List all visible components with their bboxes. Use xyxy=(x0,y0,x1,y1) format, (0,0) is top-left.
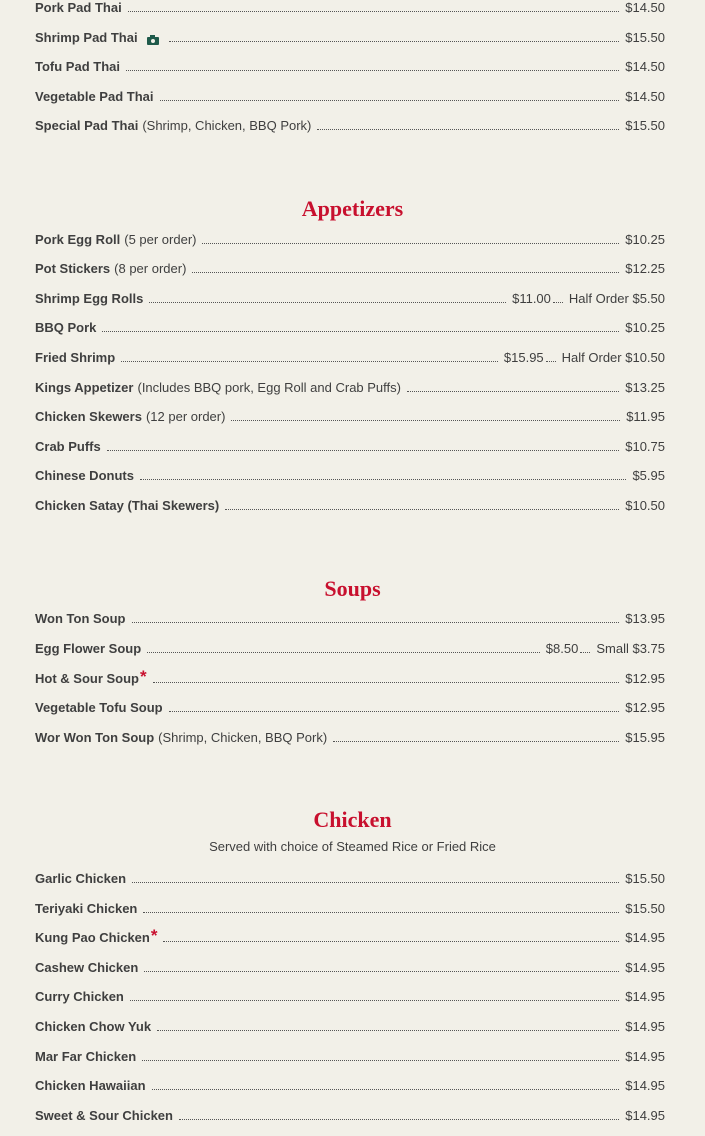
item-price: $15.50 xyxy=(625,901,665,916)
section-heading-soups: Soups xyxy=(324,576,381,601)
menu-item xyxy=(35,405,665,425)
camera-icon[interactable] xyxy=(147,37,159,45)
item-name: Chicken Chow Yuk xyxy=(35,1019,152,1034)
leader-dots xyxy=(157,1030,619,1031)
item-description: (8 per order) xyxy=(114,261,187,276)
menu-item xyxy=(35,607,665,627)
item-name: Pork Pad Thai xyxy=(35,0,122,15)
half-order-price: Half Order $5.50 xyxy=(568,291,665,306)
menu-item xyxy=(35,494,665,514)
item-price: $10.25 xyxy=(625,320,665,335)
leader-dots xyxy=(553,302,563,303)
item-price: $8.50 xyxy=(545,641,579,656)
item-price: $14.50 xyxy=(625,0,665,15)
item-price: $14.95 xyxy=(625,1049,665,1064)
menu-item xyxy=(35,1074,665,1094)
item-price: $10.50 xyxy=(625,498,665,513)
menu-item xyxy=(35,228,665,248)
menu-item xyxy=(35,0,665,16)
leader-dots xyxy=(149,302,506,303)
menu-item xyxy=(35,346,665,366)
item-price: $15.95 xyxy=(503,350,544,365)
item-price: $14.50 xyxy=(625,89,665,104)
item-price: $15.50 xyxy=(625,118,665,133)
menu-item xyxy=(35,316,665,336)
item-price: $10.25 xyxy=(625,232,665,247)
leader-dots xyxy=(169,41,620,42)
item-name: Chinese Donuts xyxy=(35,468,134,483)
item-price: $14.95 xyxy=(625,930,665,945)
menu-item xyxy=(35,26,665,46)
leader-dots xyxy=(580,652,590,653)
item-name: Mar Far Chicken xyxy=(35,1049,137,1064)
item-price: $13.25 xyxy=(625,380,665,395)
item-price: $12.25 xyxy=(625,261,665,276)
item-price: $11.00 xyxy=(512,291,551,306)
section-heading-chicken: Chicken xyxy=(313,807,392,832)
menu-item xyxy=(35,85,665,105)
item-name: Pot Stickers xyxy=(35,261,111,276)
item-name: Pork Egg Roll xyxy=(35,232,121,247)
item-name: Shrimp Egg Rolls xyxy=(35,291,144,306)
section-heading-appetizers: Appetizers xyxy=(301,196,404,221)
item-price: $15.50 xyxy=(625,871,665,886)
item-name: Chicken Satay (Thai Skewers) xyxy=(35,498,220,513)
item-name: Chicken Skewers xyxy=(35,409,142,424)
leader-dots xyxy=(153,682,620,683)
menu-item xyxy=(35,897,665,917)
item-description: (12 per order) xyxy=(145,409,226,424)
item-name: Egg Flower Soup xyxy=(35,641,142,656)
item-name: Cashew Chicken xyxy=(35,960,139,975)
item-name: Vegetable Tofu Soup xyxy=(35,700,163,715)
item-price: $15.50 xyxy=(625,30,665,45)
item-price: $14.95 xyxy=(625,1108,665,1123)
leader-dots xyxy=(546,361,556,362)
item-name: Chicken Hawaiian xyxy=(35,1078,146,1093)
item-name: Garlic Chicken xyxy=(35,871,127,886)
menu-item xyxy=(35,637,665,657)
item-price: $12.95 xyxy=(625,671,665,686)
menu-item xyxy=(35,985,665,1005)
leader-dots xyxy=(144,971,619,972)
item-name: Vegetable Pad Thai xyxy=(35,89,154,104)
item-price: $11.95 xyxy=(626,409,665,424)
leader-dots xyxy=(102,331,619,332)
item-name: Hot & Sour Soup xyxy=(35,671,139,686)
item-price: $14.95 xyxy=(625,1078,665,1093)
menu-item xyxy=(35,287,665,307)
item-price: $14.95 xyxy=(625,989,665,1004)
item-name: Sweet & Sour Chicken xyxy=(35,1108,173,1123)
item-price: $14.50 xyxy=(625,59,665,74)
item-price: $14.95 xyxy=(625,960,665,975)
menu-item xyxy=(35,376,665,396)
item-name: Won Ton Soup xyxy=(35,611,126,626)
item-description: (Shrimp, Chicken, BBQ Pork) xyxy=(142,118,312,133)
item-name: Kings Appetizer xyxy=(35,380,134,395)
menu-item xyxy=(35,726,665,746)
leader-dots xyxy=(147,652,540,653)
item-description: (5 per order) xyxy=(124,232,197,247)
menu-item xyxy=(35,464,665,484)
leader-dots xyxy=(132,622,620,623)
leader-dots xyxy=(169,711,620,712)
leader-dots xyxy=(231,420,620,421)
leader-dots xyxy=(126,70,619,71)
item-name: Crab Puffs xyxy=(35,439,101,454)
item-price: $13.95 xyxy=(625,611,665,626)
leader-dots xyxy=(333,741,619,742)
leader-dots xyxy=(121,361,498,362)
small-size-price: Small $3.75 xyxy=(596,641,665,656)
item-name: Curry Chicken xyxy=(35,989,124,1004)
item-description: (Shrimp, Chicken, BBQ Pork) xyxy=(158,730,328,745)
leader-dots xyxy=(163,941,619,942)
item-name: Teriyaki Chicken xyxy=(35,901,138,916)
spicy-marker: * xyxy=(140,667,147,686)
item-description: (Includes BBQ pork, Egg Roll and Crab Puffs) xyxy=(137,380,401,395)
spicy-marker: * xyxy=(150,926,158,945)
item-name: BBQ Pork xyxy=(35,320,97,335)
item-price: $15.95 xyxy=(625,730,665,745)
item-name: Shrimp Pad Thai xyxy=(35,30,138,45)
menu-item xyxy=(35,696,665,716)
item-price: $14.95 xyxy=(625,1019,665,1034)
menu-item xyxy=(35,926,665,946)
leader-dots xyxy=(152,1089,620,1090)
menu-item xyxy=(35,257,665,277)
menu-item xyxy=(35,1015,665,1035)
leader-dots xyxy=(142,1060,619,1061)
menu-item xyxy=(35,956,665,976)
leader-dots xyxy=(130,1000,619,1001)
leader-dots xyxy=(160,100,620,101)
leader-dots xyxy=(225,509,619,510)
section-subtitle: Served with choice of Steamed Rice or Fried Rice xyxy=(209,839,496,854)
menu-item xyxy=(35,1104,665,1124)
leader-dots xyxy=(128,11,620,12)
menu-item xyxy=(35,1045,665,1065)
menu-item xyxy=(35,667,665,687)
leader-dots xyxy=(202,243,619,244)
menu-item xyxy=(35,114,665,134)
leader-dots xyxy=(179,1119,619,1120)
leader-dots xyxy=(192,272,619,273)
menu-item xyxy=(35,867,665,887)
leader-dots xyxy=(407,391,619,392)
item-name: Tofu Pad Thai xyxy=(35,59,120,74)
item-name: Kung Pao Chicken xyxy=(35,930,150,945)
menu-item xyxy=(35,55,665,75)
item-price: $10.75 xyxy=(625,439,665,454)
half-order-price: Half Order $10.50 xyxy=(561,350,665,365)
leader-dots xyxy=(140,479,626,480)
item-price: $12.95 xyxy=(625,700,665,715)
leader-dots xyxy=(317,129,619,130)
item-name: Wor Won Ton Soup xyxy=(35,730,155,745)
leader-dots xyxy=(107,450,620,451)
leader-dots xyxy=(132,882,619,883)
item-name: Special Pad Thai xyxy=(35,118,139,133)
leader-dots xyxy=(143,912,619,913)
item-name: Fried Shrimp xyxy=(35,350,116,365)
item-price: $5.95 xyxy=(632,468,665,483)
menu-item xyxy=(35,435,665,455)
